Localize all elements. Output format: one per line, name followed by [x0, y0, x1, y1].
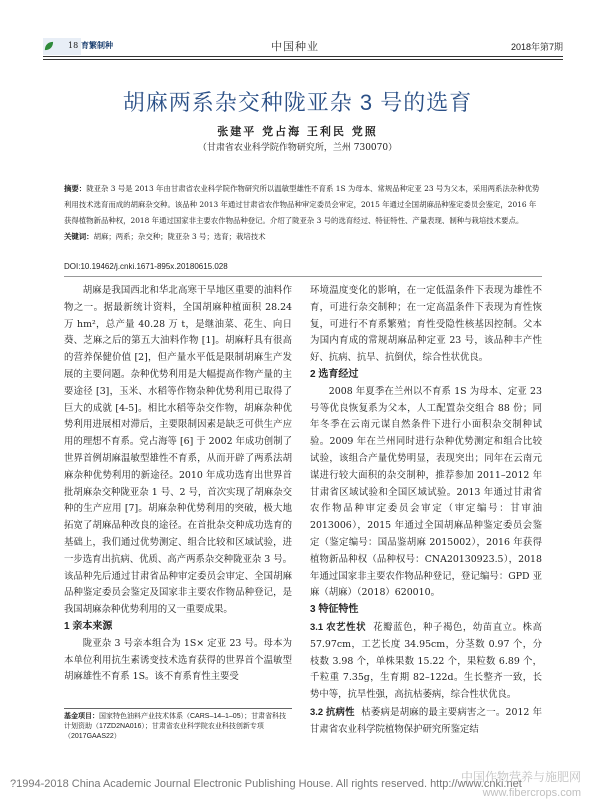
abstract-block	[64, 181, 542, 245]
copyright-footer: ?1994-2018 China Academic Journal Electronic Publishing House. All rights reserved. http://www.cnki.net	[10, 778, 522, 790]
abstract-rule	[64, 276, 542, 277]
page-header	[43, 38, 563, 60]
section-heading: 3 特征特性	[310, 604, 359, 616]
section-paragraph: 2008 年夏季在兰州以不育系 1S 为母本、定亚 23 号等优良恢复系为父本，人工配置杂交组合 88 份；同年冬季在云南元谋自然条件下进行小面积杂交制种试验。2009 年在兰州同时进行杂种优势测定和组合比较试验，该组合产量优势明显，表现突出；同年在云南元谋进行较大面积的杂交制种，推荐参加 2011–2012 年甘肃省区域试验和全国区域试验。2013 年通过甘肃省农作物品种审定委员会审定（审定编号：甘审油 2013006），2015 年通过全国胡麻品种鉴定委员会鉴定（鉴定编号：国品鉴胡麻 2015002），2016 年获得植物新品种权（品种权号：CNA20130923.5），2018 年通过国家非主要农作物品种登记，登记编号：GPD 亚麻（胡麻）（2018）620010。	[310, 385, 542, 599]
article-title: 胡麻两系杂交种陇亚杂 3 号的选育	[122, 90, 473, 115]
article-affiliation: （甘肃省农业科学院作物研究所，兰州 730070）	[197, 143, 398, 153]
header-rule-thin	[43, 59, 563, 60]
abstract-label: 摘要：	[64, 184, 87, 193]
left-column	[64, 283, 292, 686]
section-heading: 2 选育经过	[310, 368, 359, 380]
footnote-rule	[64, 708, 292, 709]
keywords-label: 关键词：	[64, 232, 94, 241]
article-authors: 张建平 党占海 王利民 党照	[217, 125, 378, 138]
keywords-text: 胡麻；两系；杂交种；陇亚杂 3 号；选育；栽培技术	[93, 232, 266, 241]
watermark-text: 中国作物营养与施肥网	[460, 770, 581, 784]
section-paragraph: 陇亚杂 3 号亲本组合为 1S× 定亚 23 号。母本为本单位利用抗生素诱变技术选育获得的世界首个温敏型胡麻雄性不育系 1S。该不育系育性主要受	[64, 637, 292, 683]
subsection-heading: 3.1 农艺性状	[310, 620, 367, 632]
subsection-heading: 3.2 抗病性	[310, 705, 355, 717]
doi-link[interactable]: DOI:10.19462/j.cnki.1671-895x.20180615.028	[64, 262, 228, 271]
page-number: 18	[68, 41, 79, 50]
continued-paragraph: 环境温度变化的影响，在一定低温条件下表现为雄性不育，可进行杂交制种；在一定高温条件下表现为育性恢复，可进行不育系繁殖；育性受隐性核基因控制。父本为国内育成的常规胡麻品种定亚 23 号，该品种丰产性好、抗病、抗旱、抗倒伏，综合性状优良。	[310, 285, 542, 364]
subsection-paragraph: 花瓣蓝色，种子褐色，幼苗直立。株高 57.97cm，工艺长度 34.95cm，分茎数 0.97 个，分枝数 3.98 个，单株果数 15.22 个，果粒数 6.89 个，千粒重 7.35g，生育期 82–122d。生长整齐一致，长势中等，抗旱性强，高抗枯萎病，综合性状优良。	[310, 621, 542, 701]
footnote-label: 基金项目：	[64, 713, 99, 720]
section-heading: 1 亲本来源	[64, 620, 113, 632]
footnote-text: 国家特色油料产业技术体系（CARS–14–1–05）；甘肃省科技计划资助（17ZD2NA016）；甘肃省农业科学院农业科技创新专项（2017GAAS22）	[64, 713, 287, 740]
intro-paragraph: 胡麻是我国西北和华北高寒干旱地区重要的油料作物之一。据最新统计资料，全国胡麻种植面积 28.24 万 hm²，总产量 40.28 万 t，是继油菜、花生、向日葵、芝麻之后的第五大油料作物 [1]。胡麻籽具有很高的营养保健价值 [2]，但产量水平低是限制胡麻生产发展的主要问题。杂种优势利用是大幅提高作物产量的主要途径 [3]，玉米、水稻等作物杂种优势利用已取得了巨大的成就 [4-5]。相比水稻等杂交作物，胡麻杂种优势利用进展相对滞后，主要限制因素是缺乏可供生产应用的理想不育系。党占海等 [6] 于 2002 年成功创制了世界首例胡麻温敏型雄性不育系，从而开辟了两系法胡麻杂种优势利用的新途径。2010 年成功选育出世界首批胡麻杂交种陇亚杂 1 号、2 号，首次实现了胡麻杂交种的生产应用 [7]。胡麻杂种优势利用的突破，极大地拓宽了胡麻品种改良的途径。在首批杂交种成功选育的基础上，我们通过优势测定、组合比较和区域试验，进一步选育出抗病、优质、高产两系杂交种陇亚杂 3 号。该品种先后通过甘肃省品种审定委员会审定、全国胡麻品种鉴定委员会鉴定及国家非主要农作物品种登记，是我国胡麻杂种优势利用的又一重要成果。	[64, 285, 292, 616]
watermark-url: www.fibercrops.com	[482, 787, 581, 799]
section-name: 育繁制种	[81, 41, 113, 50]
header-rule	[43, 56, 563, 57]
footnote	[64, 712, 292, 742]
journal-name: 中国种业	[271, 40, 319, 53]
leaf-icon	[43, 41, 54, 52]
issue-label: 2018年第7期	[510, 42, 563, 52]
right-column	[310, 283, 542, 739]
abstract-text: 陇亚杂 3 号是 2013 年由甘肃省农业科学院作物研究所以温敏型雄性不育系 1S 为母本、常规品种定亚 23 号为父本，采用两系法杂种优势利用技术选育而成的胡麻杂交种。该品种 2013 年通过甘肃省农作物品种审定委员会审定，2015 年通过全国胡麻品种鉴定委员会鉴定，2016 年获得植物新品种权，2018 年通过国家非主要农作物品种登记。介绍了陇亚杂 3 号的选育经过、特征特性、产量表现、制种与栽培技术要点。	[64, 184, 540, 225]
subsection-paragraph: 枯萎病是胡麻的最主要病害之一。2012 年甘肃省农业科学院植物保护研究所鉴定结	[310, 706, 542, 735]
